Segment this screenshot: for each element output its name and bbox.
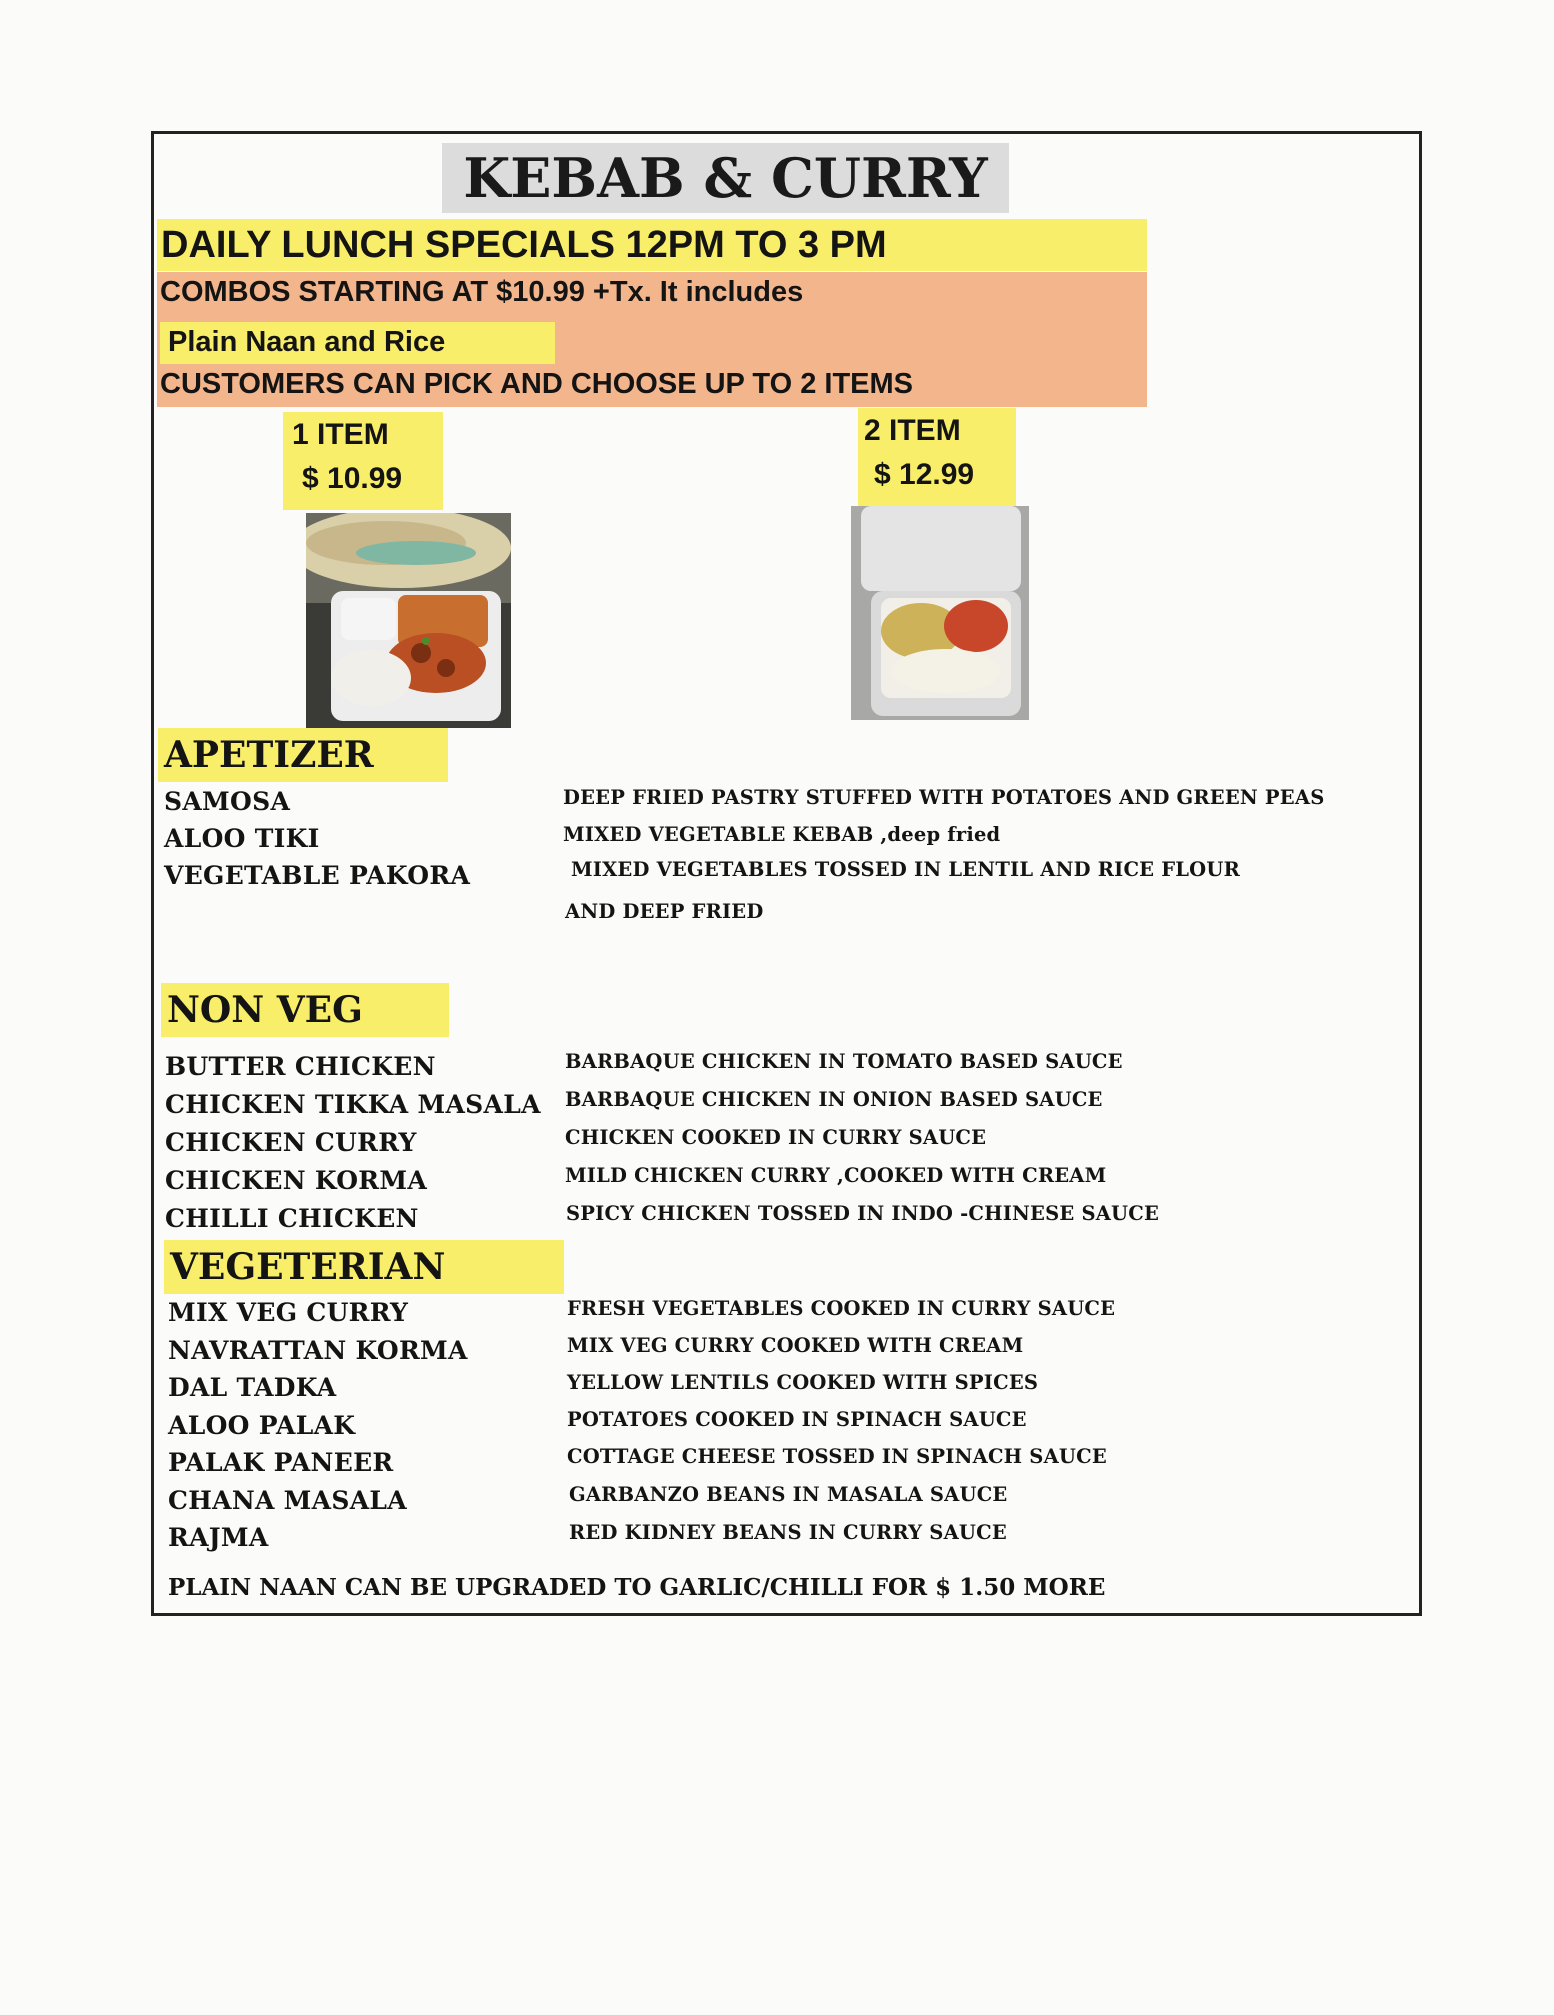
menu-item-desc: COTTAGE CHEESE TOSSED IN SPINACH SAUCE (567, 1445, 1107, 1468)
menu-item-name: CHILLI CHICKEN (165, 1204, 419, 1233)
menu-item-desc-continued: AND DEEP FRIED (565, 900, 764, 923)
menu-item-name: ALOO TIKI (164, 824, 320, 853)
menu-item-desc: MIXED VEGETABLES TOSSED IN LENTIL AND RICE FLOUR (571, 858, 1240, 881)
restaurant-title: KEBAB & CURRY (463, 146, 988, 210)
menu-item-desc: GARBANZO BEANS IN MASALA SAUCE (569, 1483, 1008, 1506)
menu-item-desc: DEEP FRIED PASTRY STUFFED WITH POTATOES AND GREEN PEAS (563, 786, 1325, 809)
price-label-2: 2 ITEM (864, 414, 961, 447)
menu-item-name: RAJMA (168, 1523, 269, 1552)
menu-item-desc: RED KIDNEY BEANS IN CURRY SAUCE (569, 1521, 1007, 1544)
menu-item-name: VEGETABLE PAKORA (164, 861, 471, 890)
menu-item-desc: FRESH VEGETABLES COOKED IN CURRY SAUCE (567, 1297, 1116, 1320)
menu-item-desc: MIX VEG CURRY COOKED WITH CREAM (567, 1334, 1024, 1357)
menu-item-desc: BARBAQUE CHICKEN IN ONION BASED SAUCE (565, 1088, 1103, 1111)
menu-item-desc: MILD CHICKEN CURRY ,COOKED WITH CREAM (565, 1164, 1107, 1187)
menu-item-name: DAL TADKA (168, 1373, 337, 1402)
menu-item-desc: YELLOW LENTILS COOKED WITH SPICES (567, 1371, 1039, 1394)
price-value-1: $ 10.99 (302, 462, 403, 495)
menu-item-name: PALAK PANEER (168, 1448, 394, 1477)
one-item-combo-photo (306, 513, 511, 728)
price-label-1: 1 ITEM (292, 418, 389, 451)
menu-item-name: CHICKEN CURRY (165, 1128, 417, 1157)
menu-item-desc: MIXED VEGETABLE KEBAB ,deep fried (563, 823, 1001, 846)
menu-item-desc: CHICKEN COOKED IN CURRY SAUCE (565, 1126, 987, 1149)
menu-item-name: BUTTER CHICKEN (165, 1052, 436, 1081)
naan-upgrade-note: PLAIN NAAN CAN BE UPGRADED TO GARLIC/CHILLI FOR $ 1.50 MORE (168, 1574, 1106, 1601)
menu-item-name: MIX VEG CURRY (168, 1298, 409, 1327)
non-veg-heading: NON VEG (167, 989, 363, 1031)
menu-item-name: CHICKEN KORMA (165, 1166, 428, 1195)
menu-item-name: NAVRATTAN KORMA (168, 1336, 468, 1365)
combo-line-2: Plain Naan and Rice (168, 326, 446, 358)
two-item-combo-photo (851, 506, 1029, 720)
menu-item-name: SAMOSA (164, 787, 291, 816)
appetizer-heading: APETIZER (164, 734, 374, 776)
menu-item-desc: SPICY CHICKEN TOSSED IN INDO -CHINESE SAUCE (566, 1202, 1160, 1225)
menu-item-desc: BARBAQUE CHICKEN IN TOMATO BASED SAUCE (565, 1050, 1123, 1073)
lunch-specials-banner: DAILY LUNCH SPECIALS 12PM TO 3 PM (157, 219, 1147, 271)
combo-line-1: COMBOS STARTING AT $10.99 +Tx. It includes (160, 276, 804, 308)
menu-item-name: CHANA MASALA (168, 1486, 407, 1515)
price-value-2: $ 12.99 (874, 458, 975, 491)
menu-item-name: ALOO PALAK (168, 1411, 356, 1440)
menu-item-name: CHICKEN TIKKA MASALA (165, 1090, 541, 1119)
menu-item-desc: POTATOES COOKED IN SPINACH SAUCE (567, 1408, 1027, 1431)
combo-line-3: CUSTOMERS CAN PICK AND CHOOSE UP TO 2 ITEMS (160, 368, 914, 400)
vegetarian-heading: VEGETERIAN (170, 1246, 446, 1288)
